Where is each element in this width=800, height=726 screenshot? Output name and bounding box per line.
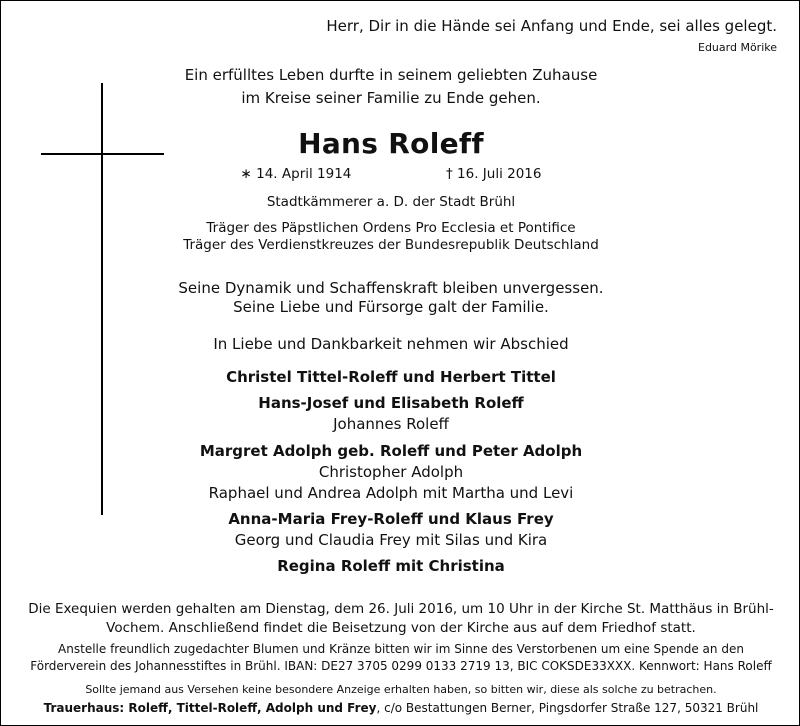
life-dates: [101, 166, 681, 182]
intro-text: [101, 64, 681, 110]
deceased-title: Träger des Verdienstkreuzes der Bundesrepublik Deutschland: [183, 237, 599, 253]
family-member: Hans-Josef und Elisabeth Roleff: [258, 394, 524, 412]
donation-notice: Anstelle freundlich zugedachter Blumen und Kränze bitten wir im Sinne des Verstorbenen um eine Spende an den Förderverein des Johannesstiftes in Brühl. IBAN: DE27 3705 0299 0133 2719 13, BIC COKSDE33XXX. Kennwort: Hans Roleff: [30, 642, 772, 673]
quote-line: Seine Liebe und Fürsorge galt der Familie.: [233, 298, 549, 316]
birth-star-icon: ∗: [240, 166, 252, 182]
motto-text: Herr, Dir in die Hände sei Anfang und Ende, sei alles gelegt.: [326, 17, 777, 35]
family-member: Anna-Maria Frey-Roleff und Klaus Frey: [228, 510, 554, 528]
family-member: Georg und Claudia Frey mit Silas und Kira: [234, 531, 548, 549]
motto-author: Eduard Mörike: [698, 41, 777, 54]
quote-line: Seine Dynamik und Schaffenskraft bleiben unvergessen.: [178, 279, 604, 297]
family-member: Christel Tittel-Roleff und Herbert Tittel: [226, 368, 556, 386]
intro-line: im Kreise seiner Familie zu Ende gehen.: [241, 89, 541, 107]
footer-line: [27, 701, 775, 715]
birth-date: 14. April 1914: [256, 166, 352, 182]
deceased-title: Stadtkämmerer a. D. der Stadt Brühl: [266, 194, 516, 210]
exequien-notice: Die Exequien werden gehalten am Dienstag, dem 26. Juli 2016, um 10 Uhr in der Kirche St. Matthäus in Brühl-Vochem. Anschließend findet die Beisetzung von der Kirche aus auf dem Friedhof statt.: [28, 601, 774, 636]
death-date: 16. Juli 2016: [457, 166, 542, 182]
intro-line: Ein erfülltes Leben durfte in seinem geliebten Zuhause: [184, 66, 598, 84]
mourning-house-label: Trauerhaus: Roleff, Tittel-Roleff, Adolph und Frey: [43, 701, 377, 715]
death-cross-icon: †: [445, 166, 453, 182]
quote-block: [101, 279, 681, 317]
farewell-line: In Liebe und Dankbarkeit nehmen wir Abschied: [213, 335, 569, 353]
family-member: Regina Roleff mit Christina: [277, 557, 505, 575]
deceased-name: Hans Roleff: [298, 127, 484, 160]
family-member: Margret Adolph geb. Roleff und Peter Adolph: [199, 442, 583, 460]
family-member: Johannes Roleff: [333, 415, 449, 433]
family-member: Christopher Adolph: [318, 463, 464, 481]
no-notice-line: Sollte jemand aus Versehen keine besondere Anzeige erhalten haben, so bitten wir, diese als solche zu betrachen.: [85, 683, 717, 696]
deceased-title: Träger des Päpstlichen Ordens Pro Ecclesia et Pontifice: [206, 220, 576, 236]
mourning-house-address: , c/o Bestattungen Berner, Pingsdorfer Straße 127, 50321 Brühl: [376, 701, 759, 715]
family-member: Raphael und Andrea Adolph mit Martha und Levi: [208, 484, 574, 502]
